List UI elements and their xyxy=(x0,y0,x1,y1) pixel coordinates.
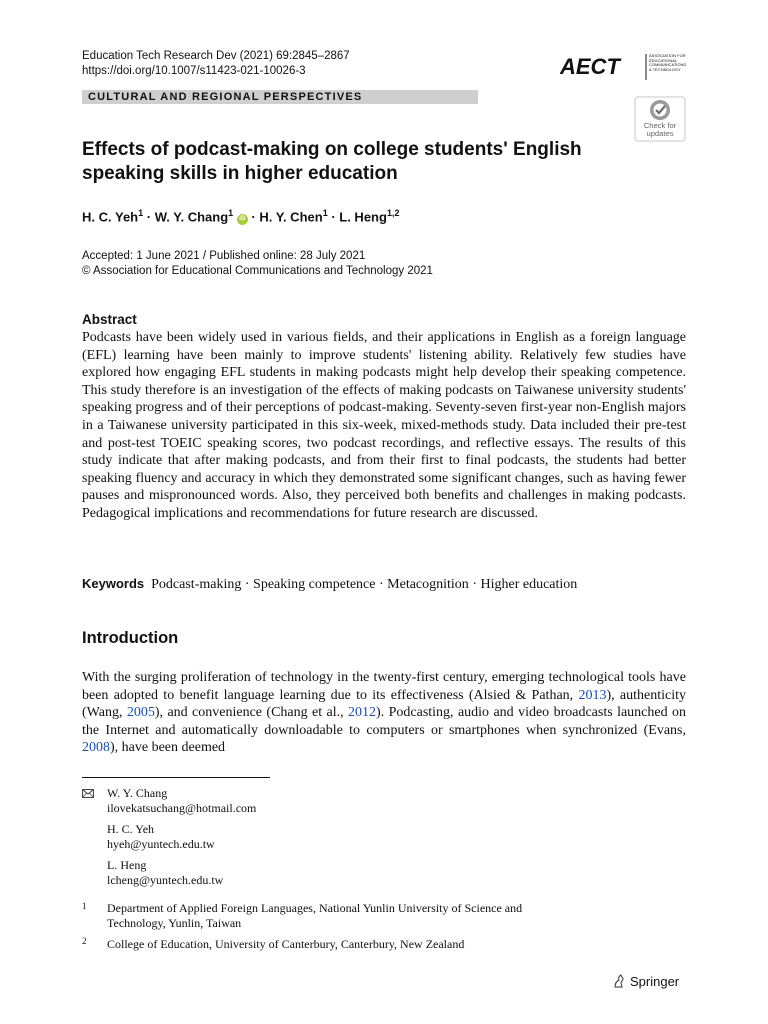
check-updates-line2: updates xyxy=(646,129,674,138)
crossmark-icon xyxy=(634,96,686,142)
copyright-line: © Association for Educational Communications and Technology 2021 xyxy=(82,265,433,277)
citation-link[interactable]: 2013 xyxy=(578,687,607,703)
introduction-body xyxy=(82,669,686,757)
doi-link[interactable]: https://doi.org/10.1007/s11423-021-10026-3 xyxy=(82,65,306,77)
affiliation-text: Department of Applied Foreign Languages, National Yunlin University of Science and Technology, Yunlin, Taiwan xyxy=(107,901,523,930)
author-affiliation: 1 xyxy=(138,208,144,218)
check-for-updates-button[interactable] xyxy=(634,96,686,142)
author-name[interactable]: H. C. Yeh xyxy=(82,209,139,225)
correspondence-list xyxy=(107,786,256,887)
keyword-item: Podcast-making xyxy=(151,577,242,592)
keyword-separator: · xyxy=(468,577,481,592)
orcid-icon[interactable]: iD xyxy=(237,214,248,225)
aect-logo-text: AECT xyxy=(560,54,620,79)
introduction-heading: Introduction xyxy=(82,629,179,647)
publisher-name: Springer xyxy=(630,974,680,989)
author-name[interactable]: H. Y. Chen xyxy=(259,209,323,225)
keyword-separator: · xyxy=(375,577,388,592)
abstract-body: Podcasts have been widely used in various fields, and their applications in English as a foreign language (EFL) learning have been mainly to improve students' listening ability. Relatively few studies have explored how engaging EFL students in making podcasts might help develop their speaking competence. This study therefore is an investigation of the effects of making podcasts on Taiwanese university students' speaking progress and of their perceptions of podcast-making. Seventy-seven first-year non-English majors in a Taiwanese university participated in this six-week, mixed-methods study. Data included their pre-test and post-test TOEIC speaking scores, two podcast recordings, and reflective essays. The results of this study indicate that after making podcasts, and from their first to final podcasts, the students had better speaking fluency and accuracy in which they demonstrated some significant changes, such as having fewer pauses and mispronounced words. Also, they perceived both benefits and challenges in making podcasts. Pedagogical implications and recommendations for future research are discussed. xyxy=(82,330,686,521)
intro-text-segment: With the surging proliferation of technology in the twenty-first century, emerging technological tools have been adopted to benefit language learning due to its effectiveness (Alsied & Pathan, xyxy=(82,670,686,703)
author-list xyxy=(82,208,399,225)
author-affiliation: 1,2 xyxy=(386,208,400,218)
citation-link[interactable]: 2008 xyxy=(82,740,110,756)
keywords-label: Keywords xyxy=(82,576,145,591)
correspondence-name: W. Y. Chang xyxy=(107,786,168,800)
section-label: CULTURAL AND REGIONAL PERSPECTIVES xyxy=(82,90,478,104)
intro-text-segment: ), authenticity (Wang, xyxy=(82,687,686,721)
correspondence-entry xyxy=(107,822,256,851)
check-updates-line1: Check for xyxy=(643,121,677,130)
author-separator: · xyxy=(327,209,340,225)
footnote-divider xyxy=(82,777,270,778)
intro-text-segment: ), have been deemed xyxy=(110,740,226,756)
keyword-item: Speaking competence xyxy=(253,577,376,592)
citation-link[interactable]: 2005 xyxy=(126,705,155,721)
author-separator: · xyxy=(143,209,155,225)
intro-text-segment: ), and convenience (Chang et al., xyxy=(154,705,349,721)
aect-logo-tagline: ASSOCIATION FOR EDUCATIONAL COMMUNICATIONS & TECHNOLOGY xyxy=(649,54,686,72)
correspondence-email[interactable]: hyeh@yuntech.edu.tw xyxy=(107,836,215,851)
correspondence-name: L. Heng xyxy=(107,858,147,872)
keyword-item: Metacognition xyxy=(387,577,469,592)
correspondence-name: H. C. Yeh xyxy=(107,822,155,836)
aect-logo xyxy=(560,50,686,84)
publisher-logo xyxy=(612,974,679,989)
keyword-item: Higher education xyxy=(480,577,578,592)
citation-link[interactable]: 2012 xyxy=(348,705,377,721)
author-affiliation: 1 xyxy=(228,208,234,218)
accepted-published-dates: Accepted: 1 June 2021 / Published online: 28 July 2021 xyxy=(82,250,366,262)
author-name[interactable]: L. Heng xyxy=(339,209,387,225)
publication-dates xyxy=(82,249,433,279)
article-title: Effects of podcast-making on college students' English speaking skills in higher education xyxy=(82,139,582,184)
author-affiliation: 1 xyxy=(322,208,328,218)
springer-horse-icon xyxy=(612,974,626,988)
affiliation-number: 1 xyxy=(82,901,87,911)
journal-citation: Education Tech Research Dev (2021) 69:2845–2867 xyxy=(82,50,350,62)
keywords xyxy=(82,576,686,593)
correspondence-entry xyxy=(107,858,256,887)
correspondence-email[interactable]: lcheng@yuntech.edu.tw xyxy=(107,872,224,887)
author-separator: · xyxy=(247,209,260,225)
intro-text-segment: ). Podcasting, audio and video broadcasts launched on the Internet and automatically downloadable to computers or smartphones when synchronized (Evans, xyxy=(82,705,686,738)
keyword-separator: · xyxy=(241,577,254,592)
abstract-heading: Abstract xyxy=(82,312,137,327)
correspondence-entry xyxy=(107,786,256,815)
affiliation-text: College of Education, University of Canterbury, Canterbury, New Zealand xyxy=(107,937,465,951)
correspondence-email[interactable]: ilovekatsuchang@hotmail.com xyxy=(107,800,257,815)
affiliation-number: 2 xyxy=(82,936,87,946)
author-name[interactable]: W. Y. Chang xyxy=(154,209,229,225)
journal-info xyxy=(82,49,350,79)
envelope-icon xyxy=(82,789,94,798)
